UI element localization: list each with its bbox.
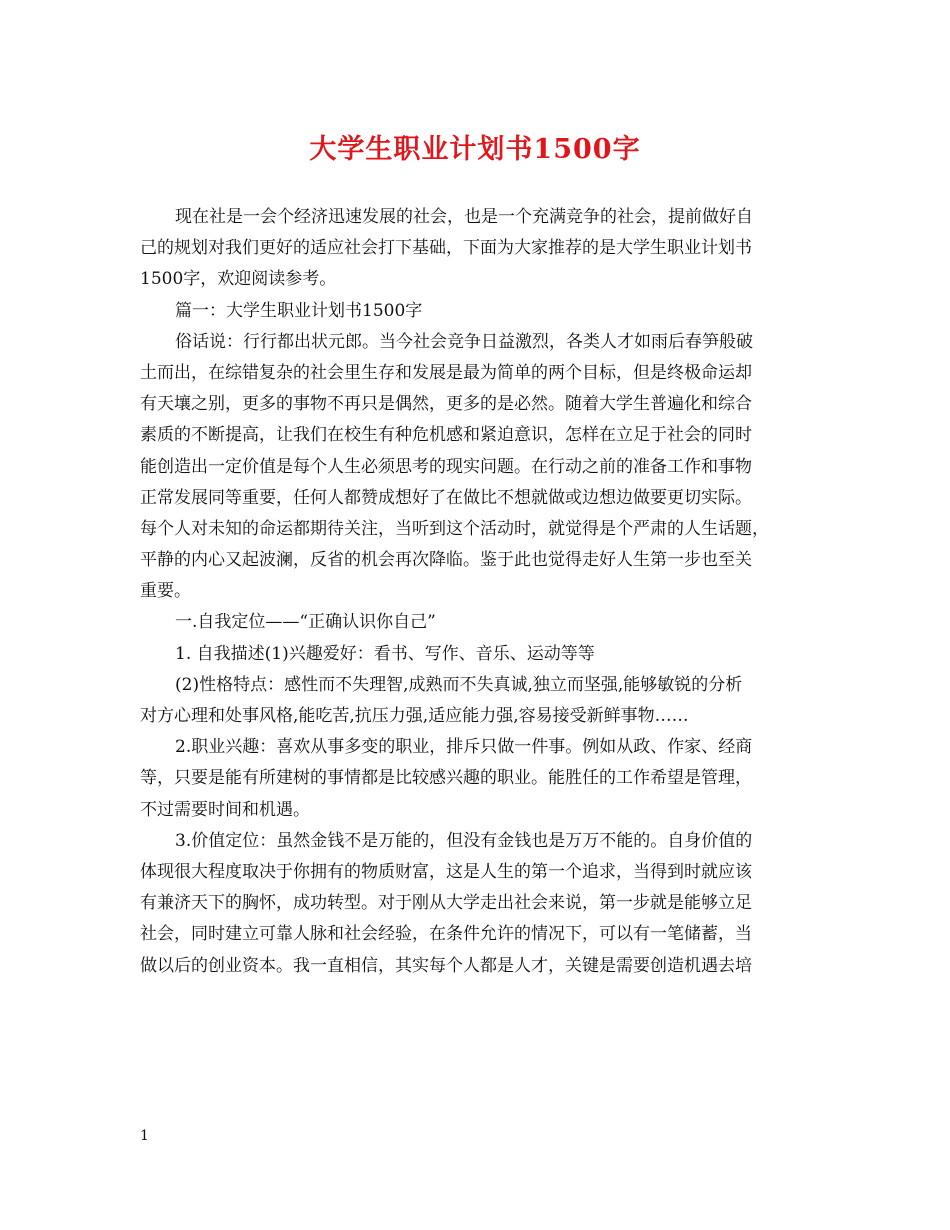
paragraph-line: 正常发展同等重要，任何人都赞成想好了在做比不想就做或边想边做要更切实际。	[140, 487, 752, 508]
paragraph-line: 3.价值定位：虽然金钱不是万能的，但没有金钱也是万万不能的。自身价值的	[175, 830, 753, 851]
paragraph-line: 每个人对未知的命运都期待关注，当听到这个活动时，就觉得是个严肃的人生话题，	[140, 518, 769, 539]
paragraph-line: 现在社是一会个经济迅速发展的社会，也是一个充满竞争的社会，提前做好自	[175, 207, 753, 227]
paragraph-line: 对方心理和处事风格,能吃苦,抗压力强,适应能力强,容易接受新鲜事物……	[140, 706, 689, 726]
paragraph-line: 重要。	[140, 581, 191, 602]
section-heading: 一.自我定位——“正确认识你自己”	[175, 612, 436, 633]
paragraph-line: 1500字，欢迎阅读参考。	[140, 269, 337, 290]
paragraph-line: 做以后的创业资本。我一直相信，其实每个人都是人才，关键是需要创造机遇去培	[140, 955, 752, 976]
paragraph-line: 体现很大程度取决于你拥有的物质财富，这是人生的第一个追求，当得到时就应该	[140, 861, 752, 882]
paragraph-line: 1. 自我描述(1)兴趣爱好：看书、写作、音乐、运动等等	[175, 643, 595, 664]
paragraph-line: (2)性格特点：感性而不失理智,成熟而不失真诚,独立而坚强,能够敏锐的分析	[175, 674, 743, 695]
paragraph-line: 社会，同时建立可靠人脉和社会经验，在条件允许的情况下，可以有一笔储蓄，当	[140, 924, 752, 945]
document-title: 大学生职业计划书1500字	[309, 134, 641, 165]
document-body	[140, 202, 816, 982]
paragraph-line: 有天壤之别，更多的事物不再只是偶然，更多的是必然。随着大学生普遍化和综合	[140, 394, 752, 415]
paragraph-line: 等，只要是能有所建树的事情都是比较感兴趣的职业。能胜任的工作希望是管理，	[140, 768, 752, 789]
paragraph-line: 俗话说：行行都出状元郎。当今社会竞争日益激烈，各类人才如雨后春笋般破	[175, 331, 753, 352]
paragraph-line: 土而出，在综错复杂的社会里生存和发展是最为简单的两个目标，但是终极命运却	[140, 362, 752, 383]
paragraph-line: 平静的内心又起波澜，反省的机会再次降临。鉴于此也觉得走好人生第一步也至关	[140, 550, 752, 571]
paragraph-line: 有兼济天下的胸怀，成功转型。对于刚从大学走出社会来说，第一步就是能够立足	[140, 893, 752, 914]
paragraph-line: 2.职业兴趣：喜欢从事多变的职业，排斥只做一件事。例如从政、作家、经商	[175, 737, 753, 758]
paragraph-line: 素质的不断提高，让我们在校生有种危机感和紧迫意识，怎样在立足于社会的同时	[140, 425, 752, 446]
paragraph-line: 己的规划对我们更好的适应社会打下基础，下面为大家推荐的是大学生职业计划书	[140, 238, 752, 259]
paragraph-line: 不过需要时间和机遇。	[140, 799, 310, 820]
paragraph-line: 能创造出一定价值是每个人生必须思考的现实问题。在行动之前的准备工作和事物	[140, 456, 752, 477]
section-heading: 篇一：大学生职业计划书1500字	[175, 300, 423, 321]
page-number: 1	[140, 1128, 149, 1144]
